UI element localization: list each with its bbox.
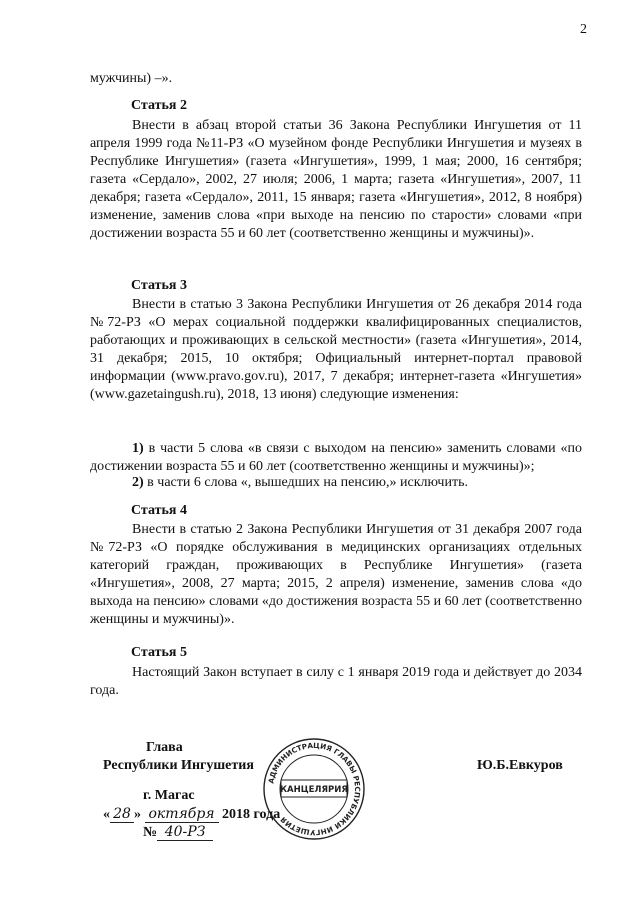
article-3-item-1 [90, 440, 582, 476]
article-3-text: Внести в статью 3 Закона Республики Ингушетия от 26 декабря 2014 года №72-РЗ «О мерах социальной поддержки квалифицированных специалистов, работающих и проживающих в сельской местности» (газета «Ингушетия», 2014, 31 декабря; 2015, 10 октября; Официальный интернет-портал правовой информации (www.pravo.gov.ru), 2017, 7 декабря; интернет-газета «Ингушетия» (www.gazetaingush.ru), 2018, 13 июня) следующие изменения: [90, 297, 582, 402]
signatory-title-line2: Республики Ингушетия [103, 758, 254, 773]
law-number-value: 40-РЗ [157, 824, 213, 841]
article-5-heading: Статья 5 [131, 645, 187, 660]
article-3-heading: Статья 3 [131, 278, 187, 293]
page-number: 2 [580, 22, 587, 37]
date-close-quote: » [134, 807, 141, 822]
article-5-text: Настоящий Закон вступает в силу с 1 января 2019 года и действует до 2034 года. [90, 665, 582, 698]
date-year: 2018 года [222, 807, 281, 822]
signatory-title-line1: Глава [146, 740, 183, 755]
law-number-prefix: № [143, 825, 158, 840]
item-2-number: 2) [132, 475, 144, 490]
signing-place: г. Магас [143, 788, 195, 803]
date-month: октября [145, 806, 219, 823]
article-4-text: Внести в статью 2 Закона Республики Ингушетия от 31 декабря 2007 года №72-РЗ «О порядке обслуживания в медицинских организациях отдельных категорий граждан, проживающих в Республике Ингушетия» (газета «Ингушетия», 2008, 27 марта; 2015, 2 апреля) изменение, заменив слова «до выхода на пенсию» словами «до достижения возраста 55 и 60 лет (соответственно женщины и мужчины)». [90, 522, 582, 627]
date-open-quote: « [103, 807, 110, 822]
law-number [143, 824, 213, 841]
item-1-text: в части 5 слова «в связи с выходом на пенсию» заменить словами «по достижении возраста 55 и 60 лет (соответственно женщины и мужчины)»; [90, 441, 583, 474]
signing-date [103, 806, 280, 823]
signatory-name: Ю.Б.Евкуров [477, 758, 563, 773]
article-2-heading: Статья 2 [131, 98, 187, 113]
article-4-heading: Статья 4 [131, 503, 187, 518]
article-2-text: Внести в абзац второй статьи 36 Закона Республики Ингушетия от 11 апреля 1999 года №11-РЗ «О музейном фонде Республики Ингушетия и музеях в Республике Ингушетия» (газета «Ингушетия», 1999, 1 мая; 2000, 16 сентября; газета «Сердало», 2002, 27 июля; 2006, 1 марта; газета «Ингушетия», 2007, 11 декабря; газета «Сердало», 2011, 15 января; газета «Ингушетия», 2012, 8 ноября) изменение, заменив слова «при выходе на пенсию по старости» словами «при достижении возраста 55 и 60 лет (соответственно женщины и мужчины)». [90, 118, 582, 241]
item-1-number: 1) [132, 441, 144, 456]
item-2-text: в части 6 слова «, вышедших на пенсию,» исключить. [147, 475, 468, 490]
stamp-center-text: КАНЦЕЛЯРИЯ [280, 785, 348, 795]
office-stamp [262, 737, 366, 841]
stamp-ring-text: АДМИНИСТРАЦИЯ ГЛАВЫ РЕСПУБЛИКИ ИНГУШЕТИЯ [266, 740, 363, 838]
lead-line: мужчины) –». [90, 71, 173, 86]
article-3-item-2 [90, 474, 582, 492]
date-day: 28 [110, 806, 134, 823]
